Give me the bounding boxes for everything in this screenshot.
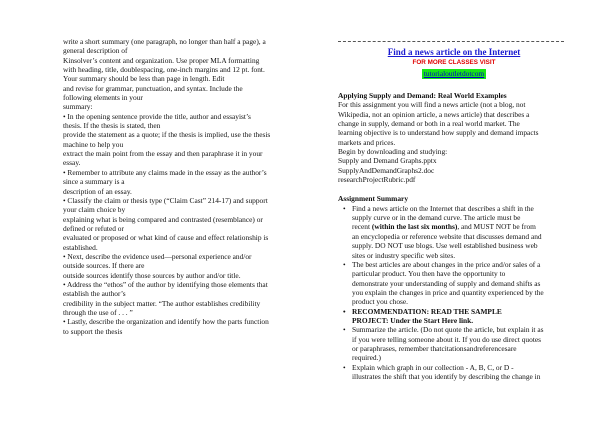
summary-bullet-list xyxy=(338,204,570,382)
intro-line: learning objective is to understand how supply and demand impacts xyxy=(338,128,539,138)
intro-paragraph xyxy=(338,100,570,184)
bold-text-run: (within the last six months) xyxy=(371,222,458,232)
text-line: • Lastly, describe the organization and identify how the parts function xyxy=(63,317,269,327)
text-line: evaluated or proposed or what kind of cause and effect relationship is xyxy=(63,233,269,243)
text-run: , and MUST NOT be from xyxy=(457,222,536,232)
intro-line: change in supply, demand or both in a real world market. The xyxy=(338,119,520,129)
text-line: to support the thesis xyxy=(63,326,123,336)
text-line: • Classify the claim or thesis type (“Claim Cast” 214-17) and support xyxy=(63,195,268,205)
text-line: summary: xyxy=(63,102,93,112)
text-line: • In the opening sentence provide the title, author and essayist’s xyxy=(63,111,251,121)
section-heading: Applying Supply and Demand: Real World Examples xyxy=(338,91,507,100)
bullet-line: supply curve or in the demand curve. The article must be xyxy=(352,213,521,223)
text-line: general description of xyxy=(63,46,128,56)
intro-line: Wikipedia, not an opinion article, a news article) that describes a xyxy=(338,109,530,119)
intro-line: For this assignment you will find a news article (not a blog, not xyxy=(338,100,526,110)
bullet-line: particular product. You then have the opportunity to xyxy=(352,269,506,279)
intro-line: Begin by downloading and studying: xyxy=(338,147,448,157)
bullet-line: • RECOMMENDATION: READ THE SAMPLE xyxy=(352,306,502,316)
list-item xyxy=(352,307,570,326)
text-line: provide the statement as a quote; if the thesis is implied, use the thesis xyxy=(63,130,271,140)
promo-text: FOR MORE CLASSES VISIT xyxy=(412,59,496,66)
bullet-line: • Explain which graph in our collection - A, B, C, or D - xyxy=(352,362,514,372)
list-item xyxy=(352,363,570,382)
bullet-line: if you were telling someone about it. If you do use direct quotes xyxy=(352,334,542,344)
bullet-line: an encyclopedia or reference website that discusses demand and xyxy=(352,231,542,241)
intro-line: markets and prices. xyxy=(338,137,396,147)
text-line: establish the author’s xyxy=(63,289,126,299)
text-line: • Remember to attribute any claims made in the essay as the author’s xyxy=(63,167,267,177)
file-name-doc: SupplyAndDemandGraphs2.doc xyxy=(338,165,435,175)
bullet-line: or paraphrases, remember thatcitationsandreferencesare xyxy=(352,343,517,353)
bullet-line: • The best articles are about changes in the price and/or sales of a xyxy=(352,259,541,269)
bullet-line: illustrates the shift that you identify by describing the change in xyxy=(352,371,541,381)
text-line: • Address the “ethos” of the author by identifying those elements that xyxy=(63,279,268,289)
list-item xyxy=(352,204,570,260)
bullet-line: required.) xyxy=(352,353,381,363)
text-run: recent xyxy=(352,222,372,232)
text-line: outside sources. If there are xyxy=(63,261,145,271)
text-line: defined or refuted or xyxy=(63,223,124,233)
bullet-line: product you chose. xyxy=(352,297,409,307)
summary-heading: Assignment Summary xyxy=(338,194,409,204)
right-page-text xyxy=(338,41,570,381)
site-link[interactable]: tutorialoutletdotcom xyxy=(423,69,485,78)
text-line: through the use of . . . ” xyxy=(63,307,133,317)
text-line: • Next, describe the evidence used—personal experience and/or xyxy=(63,251,252,261)
bullet-line: sites or industry specific web sites. xyxy=(352,250,456,260)
text-line: description of an essay. xyxy=(63,186,132,196)
text-line: with heading, title, doublespacing, one-inch margins and 12 pt. font. xyxy=(63,65,265,75)
left-page-text xyxy=(63,37,293,336)
bullet-line: • Find a news article on the Internet that describes a shift in the xyxy=(352,203,534,213)
text-line: extract the main point from the essay and then paraphrase it in your xyxy=(63,149,263,159)
list-item xyxy=(352,325,570,362)
bullet-line xyxy=(352,222,570,231)
text-line: essay. xyxy=(63,158,81,168)
bullet-line: PROJECT: Under the Start Here link. xyxy=(352,315,474,325)
bullet-line: you explain the changes in price and quantity experienced by the xyxy=(352,287,544,297)
text-line: and revise for grammar, punctuation, and syntax. Include the xyxy=(63,83,243,93)
text-line: thesis. If the thesis is stated, then xyxy=(63,121,161,131)
text-line: Kinsolver’s content and organization. Use proper MLA formatting xyxy=(63,55,260,65)
text-line: established. xyxy=(63,242,98,252)
bullet-line: demonstrate your understanding of supply and demand shifts as xyxy=(352,278,541,288)
article-title-link[interactable]: Find a news article on the Internet xyxy=(387,47,521,57)
text-line: explaining what is being compared and contrasted (resemblance) or xyxy=(63,214,263,224)
bullet-line: supply. DO NOT use blogs. Use well established business web xyxy=(352,241,538,251)
text-line: following elements in your xyxy=(63,93,143,103)
bullet-line: • Summarize the article. (Do not quote the article, but explain it as xyxy=(352,325,544,335)
list-item xyxy=(352,260,570,307)
dashed-divider xyxy=(338,41,564,42)
text-line: Your summary should be less than page in length. Edit xyxy=(63,74,225,84)
text-line: write a short summary (one paragraph, no longer than half a page), a xyxy=(63,37,266,46)
text-line: credibility in the subject matter. “The author establishes credibility xyxy=(63,298,261,308)
file-name-pdf: researchProjectRubric.pdf xyxy=(338,175,416,185)
file-name-pptx: Supply and Demand Graphs.pptx xyxy=(338,156,437,166)
text-line: your claim choice by xyxy=(63,205,126,215)
text-line: machine to help you xyxy=(63,139,124,149)
text-line: since a summary is a xyxy=(63,177,125,187)
text-line: outside sources identify those sources by author and/or title. xyxy=(63,270,241,280)
